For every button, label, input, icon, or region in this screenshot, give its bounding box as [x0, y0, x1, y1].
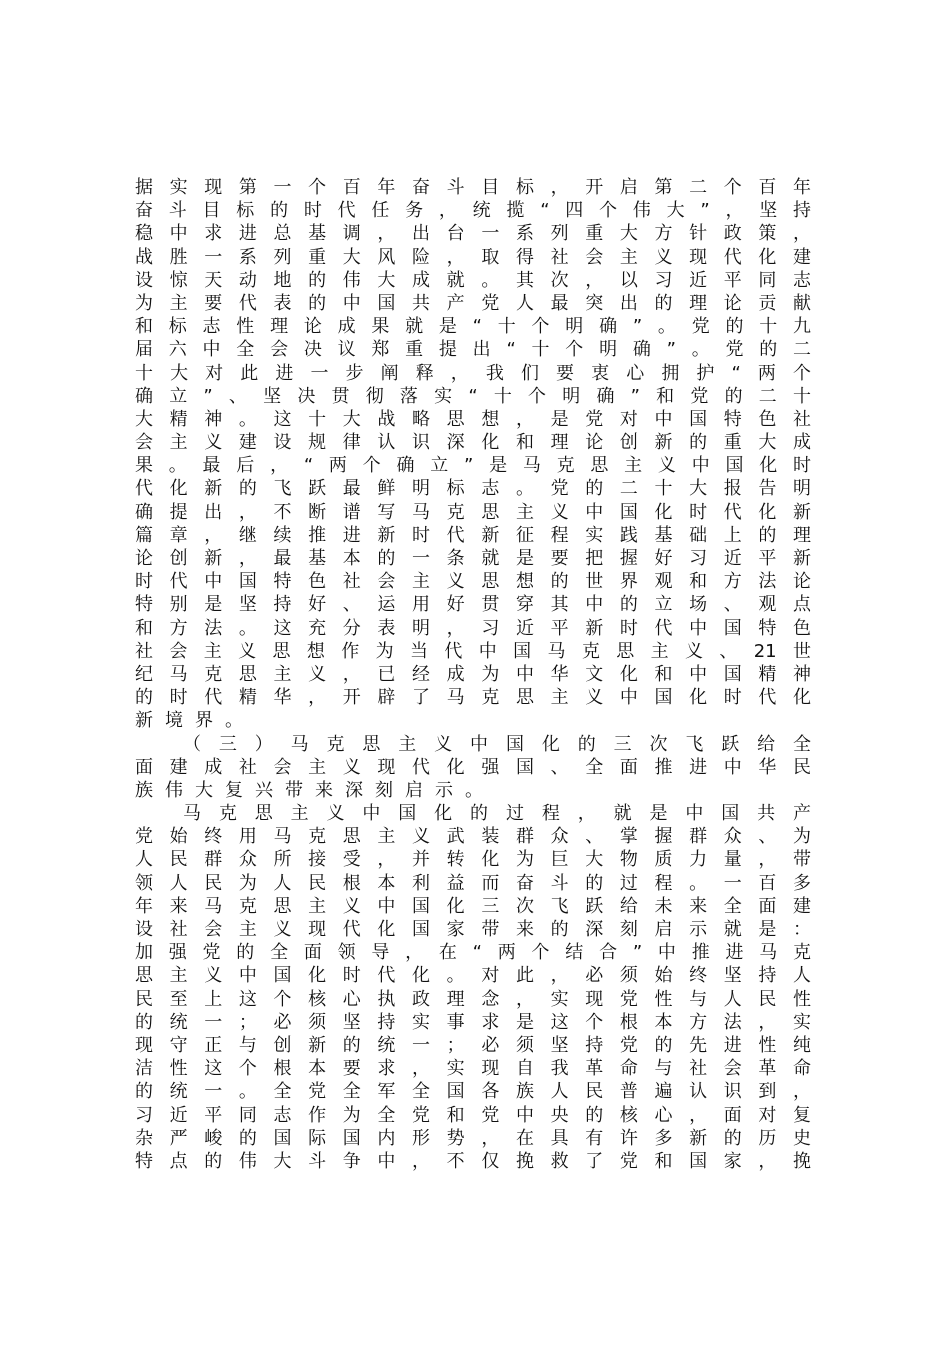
text-line: 的统一；必须坚持实事求是这个根本方法，实 [135, 1011, 811, 1033]
paragraph-2 [135, 802, 811, 1173]
text-line: 篇章，继续推进新时代新征程实践基础上的理 [135, 524, 811, 546]
text-line: 确立”、坚决贯彻落实“十个明确”和党的二十 [135, 385, 811, 407]
text-line: 人民群众所接受，并转化为巨大物质力量，带 [135, 849, 811, 871]
text-line: 马克思主义中国化的过程，就是中国共产 [183, 803, 811, 825]
text-line: 设惊天动地的伟大成就。其次，以习近平同志 [135, 269, 811, 291]
heading-line: 面建成社会主义现代化强国、全面推进中华民 [135, 756, 811, 778]
text-line: 社会主义思想作为当代中国马克思主义、21世 [135, 640, 811, 662]
text-line: 确提出，不断谱写马克思主义中国化时代化新 [135, 501, 811, 523]
text-line: 届六中全会决议郑重提出“十个明确”。党的二 [135, 339, 811, 361]
text-line: 设社会主义现代化国家带来的深刻启示就是： [135, 919, 811, 940]
text-line: 杂严峻的国际国内形势，在具有许多新的历史 [135, 1127, 811, 1149]
text-line: 党始终用马克思主义武装群众、掌握群众、为 [135, 826, 811, 848]
text-line: 特别是坚持好、运用好贯穿其中的立场、观点 [135, 594, 811, 616]
text-line: 新境界。 [135, 710, 255, 732]
text-line: 民至上这个核心执政理念，实现党性与人民性 [135, 988, 811, 1010]
text-line: 十大对此进一步阐释，我们要衷心拥护“两个 [135, 362, 811, 384]
text-line: 会主义建设规律认识深化和理论创新的重大成 [135, 432, 811, 454]
text-line: 和方法。这充分表明，习近平新时代中国特色 [135, 617, 811, 639]
text-line: 代化新的飞跃最鲜明标志。党的二十大报告明 [135, 478, 811, 500]
text-line: 和标志性理论成果就是“十个明确”。党的十九 [135, 316, 811, 338]
heading-line: （三）马克思主义中国化的三次飞跃给全 [183, 733, 811, 755]
text-line: 为主要代表的中国共产党人最突出的理论贡献 [135, 292, 811, 314]
text-line: 年来马克思主义中国化三次飞跃给未来全面建 [135, 895, 811, 917]
text-line: 纪马克思主义，已经成为中华文化和中国精神 [135, 663, 811, 685]
text-line: 的时代精华，开辟了马克思主义中国化时代化 [135, 687, 811, 709]
text-line: 时代中国特色社会主义思想的世界观和方法论 [135, 571, 811, 593]
text-line: 奋斗目标的时代任务，统揽“四个伟大”，坚持 [135, 200, 811, 222]
text-line: 稳中求进总基调，出台一系列重大方针政策， [135, 223, 811, 245]
body-text [135, 176, 811, 1173]
text-line: 果。最后，“两个确立”是马克思主义中国化时 [135, 455, 811, 477]
text-line: 思主义中国化时代化。对此，必须始终坚持人 [135, 965, 811, 987]
text-line: 战胜一系列重大风险，取得社会主义现代化建 [135, 246, 811, 268]
section-heading [135, 733, 811, 803]
text-line: 大精神。这十大战略思想，是党对中国特色社 [135, 408, 811, 430]
text-line: 现守正与创新的统一；必须坚持党的先进性纯 [135, 1034, 811, 1056]
text-line: 加强党的全面领导，在“两个结合”中推进马克 [135, 942, 811, 964]
text-line: 论创新，最基本的一条就是要把握好习近平新 [135, 548, 811, 569]
text-line: 洁性这个根本要求，实现自我革命与社会革命 [135, 1058, 811, 1080]
text-line: 特点的伟大斗争中，不仅挽救了党和国家，挽 [135, 1150, 811, 1172]
text-line: 据实现第一个百年奋斗目标，开启第二个百年 [135, 177, 811, 198]
paragraph-1 [135, 176, 811, 733]
text-line: 领人民为人民根本利益而奋斗的过程。一百多 [135, 872, 811, 894]
text-line: 习近平同志作为全党和党中央的核心，面对复 [135, 1104, 811, 1126]
text-line: 的统一。全党全军全国各族人民普遍认识到， [135, 1081, 811, 1103]
heading-line: 族伟大复兴带来深刻启示。 [135, 779, 495, 801]
